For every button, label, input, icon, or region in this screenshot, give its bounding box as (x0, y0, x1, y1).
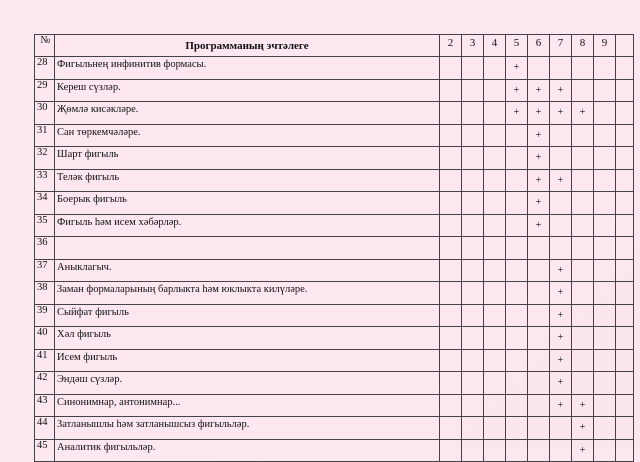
grade-mark-cell (616, 304, 634, 327)
grade-mark-cell (462, 192, 484, 215)
grade-mark-cell (616, 394, 634, 417)
grade-mark-cell: + (550, 394, 572, 417)
grade-mark-cell (506, 282, 528, 305)
grade-mark-cell (462, 124, 484, 147)
grade-mark-cell: + (528, 79, 550, 102)
grade-mark-cell (440, 394, 462, 417)
grade-mark-cell: + (550, 282, 572, 305)
grade-mark-cell (462, 237, 484, 260)
grade-mark-cell (616, 417, 634, 440)
grade-mark-cell (572, 57, 594, 80)
row-number: 28 (35, 57, 55, 80)
row-topic: Фигыль һәм исем хәбәрләр. (55, 214, 440, 237)
grade-mark-cell (594, 124, 616, 147)
grade-mark-cell (528, 394, 550, 417)
row-number: 38 (35, 282, 55, 305)
row-number: 29 (35, 79, 55, 102)
grade-mark-cell (462, 417, 484, 440)
grade-mark-cell (440, 417, 462, 440)
grade-mark-cell (440, 304, 462, 327)
grade-column-header: 8 (572, 35, 594, 57)
grade-mark-cell (484, 124, 506, 147)
grade-column-header (616, 35, 634, 57)
grade-mark-cell (484, 282, 506, 305)
table-row (35, 102, 634, 125)
grade-mark-cell (528, 417, 550, 440)
grade-mark-cell (506, 192, 528, 215)
grade-mark-cell (440, 372, 462, 395)
grade-mark-cell (440, 214, 462, 237)
grade-mark-cell (484, 79, 506, 102)
grade-mark-cell (462, 282, 484, 305)
row-number: 35 (35, 214, 55, 237)
grade-mark-cell (484, 169, 506, 192)
table-row (35, 349, 634, 372)
grade-mark-cell (550, 214, 572, 237)
row-number: 30 (35, 102, 55, 125)
grade-mark-cell (528, 237, 550, 260)
grade-mark-cell (616, 192, 634, 215)
grade-mark-cell: + (528, 147, 550, 170)
grade-mark-cell: + (528, 124, 550, 147)
grade-mark-cell (528, 259, 550, 282)
grade-mark-cell (616, 259, 634, 282)
grade-mark-cell (572, 327, 594, 350)
grade-mark-cell (506, 214, 528, 237)
grade-mark-cell (440, 192, 462, 215)
program-content-header: Программаның эчтәлеге (55, 35, 440, 57)
grade-mark-cell: + (528, 102, 550, 125)
row-number: 32 (35, 147, 55, 170)
row-topic: Затланышлы һәм затланышсыз фигыльләр. (55, 417, 440, 440)
grade-mark-cell (572, 304, 594, 327)
grade-mark-cell (616, 282, 634, 305)
grade-mark-cell (484, 214, 506, 237)
row-topic: Шарт фигыль (55, 147, 440, 170)
row-topic: Аналитик фигыльләр. (55, 439, 440, 462)
grade-mark-cell (616, 237, 634, 260)
grade-mark-cell: + (506, 102, 528, 125)
grade-mark-cell (462, 147, 484, 170)
grade-mark-cell (506, 147, 528, 170)
grade-mark-cell (462, 214, 484, 237)
grade-mark-cell (616, 372, 634, 395)
grade-mark-cell (528, 349, 550, 372)
grade-mark-cell (594, 214, 616, 237)
grade-mark-cell (594, 304, 616, 327)
grade-mark-cell: + (550, 169, 572, 192)
grade-mark-cell (616, 124, 634, 147)
number-column-header: № (35, 35, 55, 57)
grade-column-header: 2 (440, 35, 462, 57)
grade-mark-cell (528, 372, 550, 395)
row-number: 34 (35, 192, 55, 215)
grade-mark-cell (528, 282, 550, 305)
grade-mark-cell (506, 439, 528, 462)
grade-column-header: 5 (506, 35, 528, 57)
grade-mark-cell (594, 349, 616, 372)
grade-mark-cell (528, 439, 550, 462)
grade-mark-cell (462, 439, 484, 462)
row-number: 33 (35, 169, 55, 192)
grade-mark-cell (506, 259, 528, 282)
row-topic: Эндәш сүзләр. (55, 372, 440, 395)
grade-mark-cell (550, 237, 572, 260)
row-number: 42 (35, 372, 55, 395)
grade-mark-cell (616, 327, 634, 350)
grade-mark-cell (440, 79, 462, 102)
grade-mark-cell (484, 147, 506, 170)
grade-mark-cell (528, 327, 550, 350)
grade-mark-cell (616, 349, 634, 372)
grade-column-header: 3 (462, 35, 484, 57)
table-row (35, 214, 634, 237)
grade-mark-cell (440, 169, 462, 192)
table-row (35, 237, 634, 260)
grade-mark-cell (572, 282, 594, 305)
grade-mark-cell: + (550, 102, 572, 125)
grade-column-header: 9 (594, 35, 616, 57)
grade-mark-cell: + (572, 394, 594, 417)
table-row (35, 57, 634, 80)
row-number: 40 (35, 327, 55, 350)
grade-mark-cell (484, 327, 506, 350)
grade-mark-cell (462, 57, 484, 80)
grade-mark-cell: + (550, 372, 572, 395)
grade-mark-cell (462, 102, 484, 125)
grade-mark-cell (440, 327, 462, 350)
grade-mark-cell (594, 57, 616, 80)
grade-mark-cell (550, 417, 572, 440)
row-topic: Хәл фигыль (55, 327, 440, 350)
grade-mark-cell (594, 102, 616, 125)
grade-mark-cell (572, 79, 594, 102)
row-topic: Сыйфат фигыль (55, 304, 440, 327)
grade-mark-cell (572, 349, 594, 372)
row-topic: Кереш сүзләр. (55, 79, 440, 102)
grade-mark-cell (484, 259, 506, 282)
grade-mark-cell (616, 169, 634, 192)
grade-mark-cell (506, 237, 528, 260)
row-topic: Заман формаларының барлыкта һәм юклыкта килүләре. (55, 282, 440, 305)
grade-mark-cell (462, 372, 484, 395)
grade-mark-cell (462, 327, 484, 350)
grade-mark-cell (506, 349, 528, 372)
grade-mark-cell (550, 147, 572, 170)
row-number: 41 (35, 349, 55, 372)
grade-mark-cell (506, 304, 528, 327)
grade-mark-cell (594, 79, 616, 102)
grade-mark-cell (616, 439, 634, 462)
table-row (35, 439, 634, 462)
row-topic: Фигыльнең инфинитив формасы. (55, 57, 440, 80)
row-number: 31 (35, 124, 55, 147)
row-number: 37 (35, 259, 55, 282)
grade-column-header: 7 (550, 35, 572, 57)
grade-mark-cell (594, 282, 616, 305)
grade-mark-cell: + (550, 304, 572, 327)
grade-mark-cell (462, 259, 484, 282)
table-row (35, 304, 634, 327)
table-row (35, 417, 634, 440)
row-topic: Синонимнар, антонимнар... (55, 394, 440, 417)
grade-mark-cell (462, 394, 484, 417)
grade-mark-cell (550, 439, 572, 462)
row-number: 43 (35, 394, 55, 417)
grade-mark-cell (572, 372, 594, 395)
grade-mark-cell (594, 192, 616, 215)
grade-mark-cell (572, 259, 594, 282)
table-row (35, 79, 634, 102)
grade-mark-cell (440, 57, 462, 80)
grade-mark-cell (594, 237, 616, 260)
table-row (35, 282, 634, 305)
grade-mark-cell (462, 169, 484, 192)
grade-mark-cell (484, 394, 506, 417)
grade-mark-cell: + (506, 57, 528, 80)
table-row (35, 259, 634, 282)
grade-mark-cell (484, 57, 506, 80)
row-topic: Теләк фигыль (55, 169, 440, 192)
table-body (35, 57, 634, 462)
grade-mark-cell (484, 417, 506, 440)
grade-mark-cell (572, 192, 594, 215)
grade-mark-cell (506, 394, 528, 417)
grade-mark-cell (462, 79, 484, 102)
grade-column-header: 4 (484, 35, 506, 57)
table-row (35, 192, 634, 215)
grade-mark-cell (506, 417, 528, 440)
grade-mark-cell (616, 147, 634, 170)
grade-mark-cell (594, 372, 616, 395)
grade-mark-cell: + (506, 79, 528, 102)
grade-mark-cell (484, 349, 506, 372)
grade-mark-cell (594, 417, 616, 440)
curriculum-table-container (34, 34, 634, 462)
grade-mark-cell: + (572, 417, 594, 440)
table-row (35, 372, 634, 395)
table-row (35, 124, 634, 147)
grade-mark-cell (594, 327, 616, 350)
row-number: 45 (35, 439, 55, 462)
row-topic (55, 237, 440, 260)
grade-mark-cell (594, 169, 616, 192)
grade-mark-cell (484, 439, 506, 462)
grade-mark-cell (440, 439, 462, 462)
grade-mark-cell (616, 214, 634, 237)
grade-mark-cell (594, 394, 616, 417)
grade-column-header: 6 (528, 35, 550, 57)
grade-mark-cell: + (550, 259, 572, 282)
row-topic: Аныклагыч. (55, 259, 440, 282)
grade-mark-cell (594, 147, 616, 170)
grade-mark-cell (484, 102, 506, 125)
grade-mark-cell (440, 124, 462, 147)
grade-mark-cell: + (528, 192, 550, 215)
grade-mark-cell (550, 57, 572, 80)
table-row (35, 147, 634, 170)
grade-mark-cell: + (550, 349, 572, 372)
grade-mark-cell (484, 304, 506, 327)
grade-mark-cell (484, 237, 506, 260)
grade-mark-cell (440, 147, 462, 170)
row-number: 36 (35, 237, 55, 260)
grade-mark-cell: + (550, 79, 572, 102)
grade-mark-cell (462, 304, 484, 327)
row-number: 39 (35, 304, 55, 327)
grade-mark-cell (484, 192, 506, 215)
grade-mark-cell (462, 349, 484, 372)
row-topic: Исем фигыль (55, 349, 440, 372)
grade-mark-cell (572, 147, 594, 170)
grade-mark-cell (594, 259, 616, 282)
grade-mark-cell (440, 237, 462, 260)
table-row (35, 169, 634, 192)
grade-mark-cell (550, 192, 572, 215)
grade-mark-cell (440, 259, 462, 282)
grade-mark-cell: + (528, 169, 550, 192)
table-header (35, 35, 634, 57)
grade-mark-cell (506, 372, 528, 395)
grade-mark-cell (528, 304, 550, 327)
grade-mark-cell (440, 102, 462, 125)
grade-mark-cell: + (528, 214, 550, 237)
grade-mark-cell: + (550, 327, 572, 350)
grade-mark-cell (440, 349, 462, 372)
grade-mark-cell (572, 124, 594, 147)
grade-mark-cell (572, 214, 594, 237)
grade-mark-cell: + (572, 439, 594, 462)
grade-mark-cell (572, 169, 594, 192)
grade-mark-cell (616, 79, 634, 102)
grade-mark-cell (550, 124, 572, 147)
row-topic: Боерык фигыль (55, 192, 440, 215)
grade-mark-cell (484, 372, 506, 395)
row-topic: Сан төркемчәләре. (55, 124, 440, 147)
grade-mark-cell (440, 282, 462, 305)
table-row (35, 394, 634, 417)
grade-mark-cell (616, 57, 634, 80)
curriculum-table (34, 34, 634, 462)
grade-mark-cell (616, 102, 634, 125)
grade-mark-cell (594, 439, 616, 462)
grade-mark-cell (528, 57, 550, 80)
row-topic: Җөмлә кисәкләре. (55, 102, 440, 125)
grade-mark-cell (506, 169, 528, 192)
grade-mark-cell (506, 327, 528, 350)
grade-mark-cell (506, 124, 528, 147)
grade-mark-cell: + (572, 102, 594, 125)
table-row (35, 327, 634, 350)
row-number: 44 (35, 417, 55, 440)
grade-mark-cell (572, 237, 594, 260)
